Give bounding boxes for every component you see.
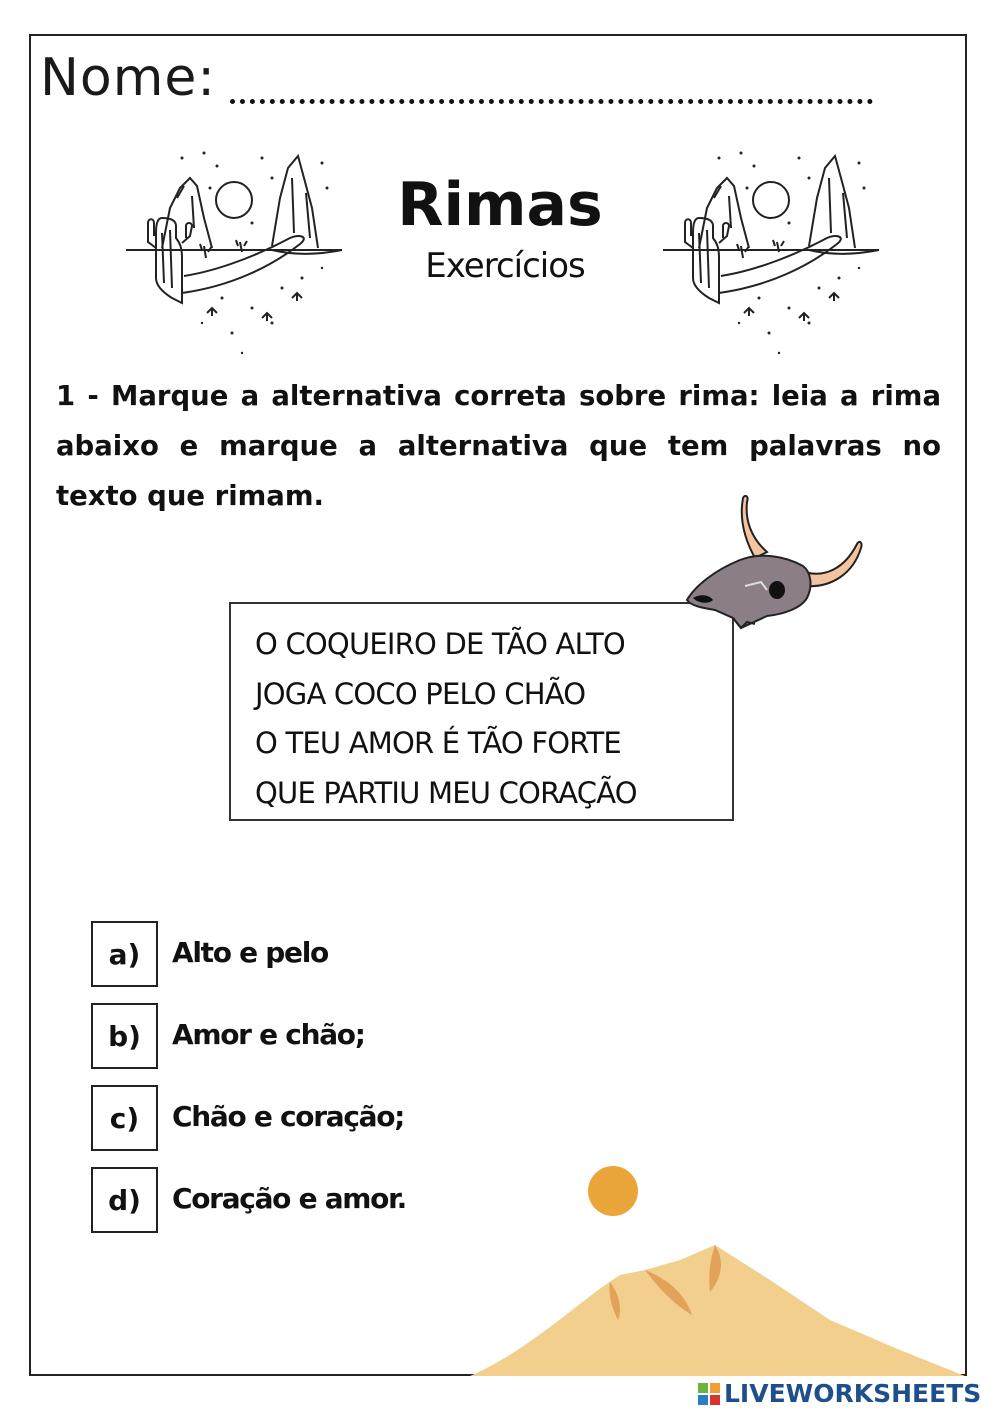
option-letter: c) bbox=[109, 1101, 140, 1135]
page-title: Rimas bbox=[397, 170, 603, 240]
liveworksheets-logo-icon bbox=[698, 1383, 720, 1405]
name-input-line[interactable] bbox=[230, 99, 873, 104]
page-subtitle: Exercícios bbox=[425, 246, 585, 286]
cow-skull-icon bbox=[685, 490, 865, 635]
option-b[interactable] bbox=[91, 1003, 791, 1069]
sun-icon bbox=[588, 1166, 638, 1216]
poem-box bbox=[229, 602, 734, 821]
option-letter: d) bbox=[108, 1183, 141, 1217]
name-label: Nome: bbox=[40, 48, 216, 108]
brand-name: LIVEWORKSHEETS bbox=[724, 1379, 982, 1408]
desert-illustration-left-icon bbox=[122, 138, 352, 360]
option-a-text: Alto e pelo bbox=[172, 936, 328, 969]
option-letter: a) bbox=[108, 937, 141, 971]
sand-dunes-icon bbox=[470, 1240, 970, 1380]
option-b-text: Amor e chão; bbox=[172, 1018, 365, 1051]
option-c-checkbox[interactable] bbox=[91, 1085, 158, 1151]
poem-line: O COQUEIRO DE TÃO ALTO bbox=[255, 627, 625, 661]
liveworksheets-brand[interactable] bbox=[698, 1379, 981, 1408]
option-c-text: Chão e coração; bbox=[172, 1100, 405, 1133]
option-c[interactable] bbox=[91, 1085, 791, 1151]
option-a-checkbox[interactable] bbox=[91, 921, 158, 987]
option-a[interactable] bbox=[91, 921, 791, 987]
poem-line: O TEU AMOR É TÃO FORTE bbox=[255, 726, 621, 760]
option-d[interactable] bbox=[91, 1167, 791, 1233]
option-d-checkbox[interactable] bbox=[91, 1167, 158, 1233]
option-b-checkbox[interactable] bbox=[91, 1003, 158, 1069]
option-d-text: Coração e amor. bbox=[172, 1182, 406, 1215]
poem-line: QUE PARTIU MEU CORAÇÃO bbox=[255, 775, 637, 810]
option-letter: b) bbox=[108, 1019, 141, 1053]
desert-illustration-right-icon bbox=[659, 138, 889, 360]
poem-line: JOGA COCO PELO CHÃO bbox=[255, 676, 586, 711]
question-1-text: 1 - Marque a alternativa correta sobre rima: leia a rima abaixo e marque a alternativa que tem palavras no texto que rimam. bbox=[56, 380, 941, 512]
